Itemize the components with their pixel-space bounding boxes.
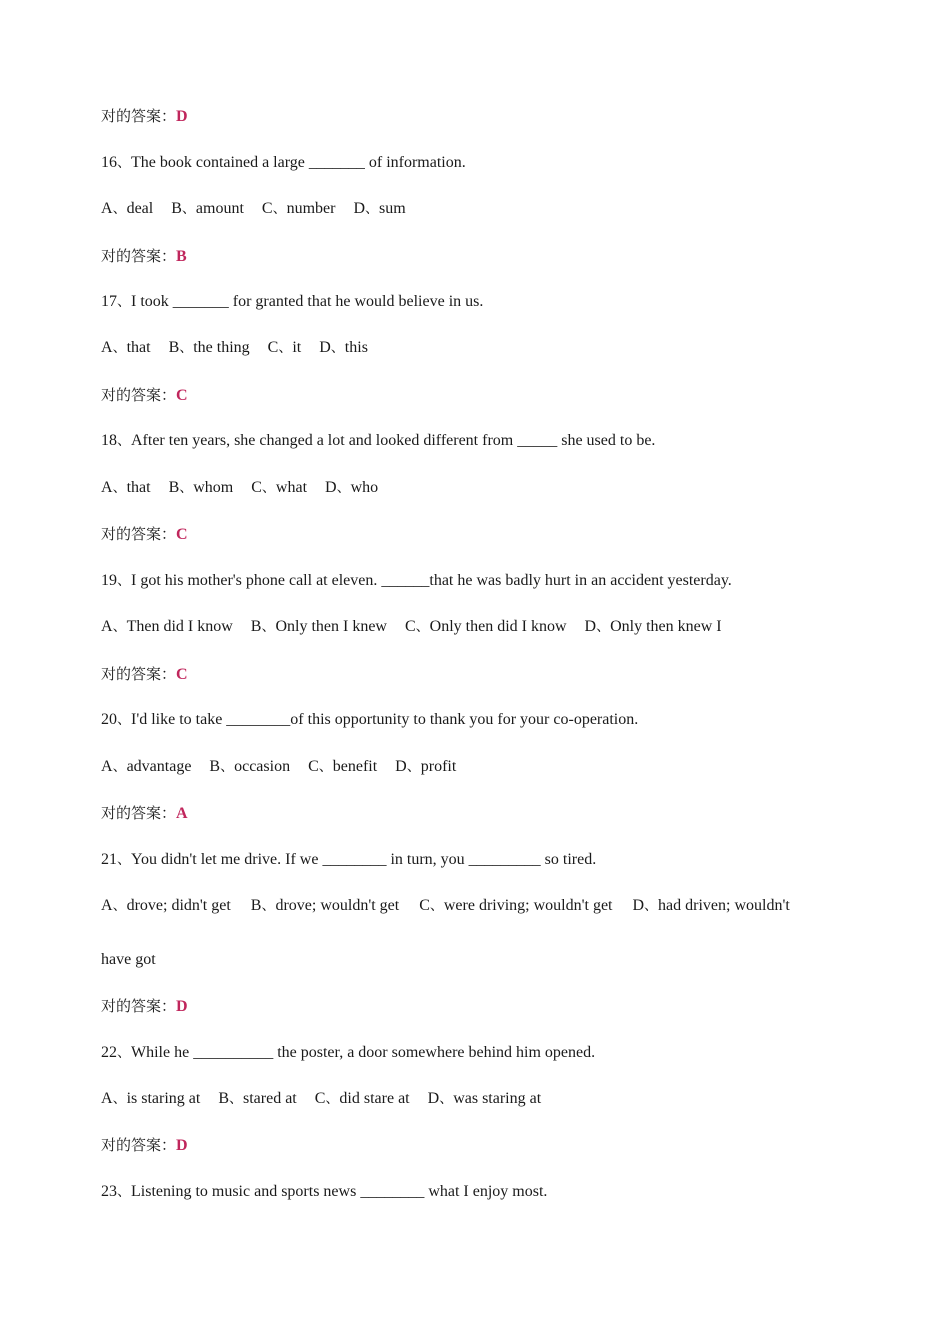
separator: 、 bbox=[112, 1091, 127, 1107]
answer-label: 对的答案： bbox=[101, 1136, 177, 1154]
separator: 、 bbox=[220, 759, 235, 775]
option-d bbox=[428, 1089, 542, 1109]
answer-line bbox=[101, 996, 188, 1017]
separator: 、 bbox=[117, 294, 131, 310]
question-number: 23 bbox=[101, 1183, 117, 1200]
separator: 、 bbox=[117, 852, 131, 868]
option-key: C bbox=[404, 618, 416, 635]
answer-letter: B bbox=[176, 248, 187, 265]
separator: 、 bbox=[117, 433, 131, 449]
option-b bbox=[251, 896, 399, 916]
option-text: was staring at bbox=[453, 1090, 542, 1107]
options-line bbox=[101, 1089, 541, 1109]
question-text: I'd like to take ________of this opportunity to thank you for your co-operation. bbox=[131, 711, 639, 728]
option-c bbox=[262, 199, 336, 219]
option-a bbox=[101, 199, 153, 219]
separator: 、 bbox=[406, 759, 421, 775]
separator: 、 bbox=[278, 340, 293, 356]
options-line bbox=[101, 199, 406, 219]
option-b bbox=[171, 199, 244, 219]
separator: 、 bbox=[181, 201, 196, 217]
option-key: D bbox=[395, 758, 407, 775]
answer-line bbox=[101, 385, 188, 406]
separator: 、 bbox=[439, 1091, 454, 1107]
option-text: that bbox=[126, 479, 151, 496]
separator: 、 bbox=[261, 619, 276, 635]
option-text: the thing bbox=[193, 339, 250, 356]
answer-label: 对的答案： bbox=[101, 997, 177, 1015]
option-c bbox=[405, 617, 567, 637]
option-text: this bbox=[344, 339, 368, 356]
option-text: profit bbox=[420, 758, 457, 775]
options-line bbox=[101, 757, 456, 777]
option-text: drove; wouldn't get bbox=[275, 897, 400, 914]
separator: 、 bbox=[261, 480, 276, 496]
option-text: that bbox=[126, 339, 151, 356]
separator: 、 bbox=[325, 1091, 340, 1107]
option-key: B bbox=[168, 479, 180, 496]
option-b bbox=[169, 338, 250, 358]
answer-label: 对的答案： bbox=[101, 386, 177, 404]
question-text: Listening to music and sports news ________ what I enjoy most. bbox=[131, 1183, 548, 1200]
option-text: whom bbox=[193, 479, 234, 496]
question-line bbox=[101, 1043, 595, 1063]
answer-letter: D bbox=[176, 1137, 188, 1154]
question-number: 16 bbox=[101, 154, 117, 171]
option-text: deal bbox=[126, 200, 154, 217]
option-key: C bbox=[261, 200, 273, 217]
question-number: 19 bbox=[101, 572, 117, 589]
option-a bbox=[101, 478, 151, 498]
option-d bbox=[632, 896, 789, 916]
question-number: 20 bbox=[101, 711, 117, 728]
answer-letter: C bbox=[176, 387, 188, 404]
question-line bbox=[101, 292, 483, 312]
question-number: 21 bbox=[101, 851, 117, 868]
separator: 、 bbox=[336, 480, 351, 496]
separator: 、 bbox=[117, 1184, 131, 1200]
question-text: After ten years, she changed a lot and looked different from _____ she used to be. bbox=[131, 432, 656, 449]
separator: 、 bbox=[429, 898, 444, 914]
option-text: what bbox=[275, 479, 308, 496]
question-line bbox=[101, 850, 596, 870]
option-d bbox=[325, 478, 378, 498]
option-d bbox=[353, 199, 405, 219]
answer-letter: C bbox=[176, 666, 188, 683]
answer-line bbox=[101, 1135, 188, 1156]
options-line bbox=[101, 617, 722, 637]
answer-line bbox=[101, 664, 188, 685]
question-text: While he __________ the poster, a door somewhere behind him opened. bbox=[131, 1044, 596, 1061]
option-key: A bbox=[101, 897, 113, 914]
question-line bbox=[101, 1182, 547, 1202]
separator: 、 bbox=[261, 898, 276, 914]
answer-letter: D bbox=[176, 998, 188, 1015]
option-key: D bbox=[427, 1090, 440, 1107]
option-key: D bbox=[353, 200, 365, 217]
option-key: C bbox=[267, 339, 279, 356]
answer-label: 对的答案： bbox=[101, 107, 177, 125]
option-key: A bbox=[101, 339, 113, 356]
option-c bbox=[315, 1089, 410, 1109]
option-text: who bbox=[350, 479, 379, 496]
options-line bbox=[101, 478, 378, 498]
question-text: You didn't let me drive. If we ________ in turn, you _________ so tired. bbox=[131, 851, 597, 868]
separator: 、 bbox=[179, 340, 194, 356]
answer-label: 对的答案： bbox=[101, 525, 177, 543]
option-b bbox=[169, 478, 234, 498]
answer-line bbox=[101, 246, 187, 267]
question-line bbox=[101, 153, 466, 173]
option-text: it bbox=[292, 339, 302, 356]
option-text: advantage bbox=[126, 758, 192, 775]
option-key: B bbox=[171, 200, 182, 217]
question-number: 17 bbox=[101, 293, 117, 310]
separator: 、 bbox=[415, 619, 430, 635]
question-number: 18 bbox=[101, 432, 117, 449]
option-text: drove; didn't get bbox=[126, 897, 231, 914]
option-b bbox=[218, 1089, 296, 1109]
continuation-text: have got bbox=[101, 951, 156, 968]
option-key: C bbox=[314, 1090, 326, 1107]
separator: 、 bbox=[117, 1045, 131, 1061]
separator: 、 bbox=[179, 480, 194, 496]
option-d bbox=[585, 617, 722, 637]
option-c bbox=[308, 757, 377, 777]
option-key: C bbox=[308, 758, 319, 775]
question-text: The book contained a large _______ of information. bbox=[131, 154, 466, 171]
option-text: did stare at bbox=[339, 1090, 410, 1107]
separator: 、 bbox=[644, 898, 659, 914]
answer-line bbox=[101, 803, 188, 824]
option-c bbox=[419, 896, 612, 916]
question-number: 22 bbox=[101, 1044, 117, 1061]
options-line bbox=[101, 338, 368, 358]
option-a bbox=[101, 338, 151, 358]
answer-label: 对的答案： bbox=[101, 247, 177, 265]
separator: 、 bbox=[112, 480, 127, 496]
option-key: A bbox=[101, 758, 113, 775]
option-c bbox=[251, 478, 307, 498]
answer-line bbox=[101, 524, 188, 545]
option-text: Only then I knew bbox=[275, 618, 387, 635]
answer-letter: C bbox=[176, 526, 188, 543]
option-key: B bbox=[250, 897, 262, 914]
option-a bbox=[101, 896, 231, 916]
option-b bbox=[209, 757, 290, 777]
option-c bbox=[268, 338, 302, 358]
answer-letter: A bbox=[176, 805, 188, 822]
answer-label: 对的答案： bbox=[101, 804, 177, 822]
option-text: Then did I know bbox=[126, 618, 233, 635]
option-key: D bbox=[632, 897, 645, 914]
separator: 、 bbox=[117, 155, 131, 171]
option-text: benefit bbox=[332, 758, 378, 775]
option-a bbox=[101, 617, 233, 637]
question-text: I got his mother's phone call at eleven. ______that he was badly hurt in an accident yesterday. bbox=[131, 572, 732, 589]
separator: 、 bbox=[229, 1091, 243, 1107]
option-key: A bbox=[101, 1090, 113, 1107]
separator: 、 bbox=[112, 619, 127, 635]
separator: 、 bbox=[117, 573, 131, 589]
answer-letter: D bbox=[176, 108, 188, 125]
separator: 、 bbox=[112, 201, 127, 217]
option-key: D bbox=[319, 339, 331, 356]
option-key: D bbox=[325, 479, 337, 496]
option-text: were driving; wouldn't get bbox=[443, 897, 613, 914]
option-text: occasion bbox=[234, 758, 291, 775]
question-line bbox=[101, 431, 655, 451]
option-text: Only then did I know bbox=[429, 618, 567, 635]
separator: 、 bbox=[112, 340, 127, 356]
answer-line bbox=[101, 106, 188, 127]
option-text: had driven; wouldn't bbox=[658, 897, 790, 914]
option-d bbox=[395, 757, 456, 777]
option-text: number bbox=[286, 200, 336, 217]
option-key: B bbox=[209, 758, 221, 775]
option-key: A bbox=[101, 200, 113, 217]
option-a bbox=[101, 757, 191, 777]
separator: 、 bbox=[318, 759, 333, 775]
question-line bbox=[101, 710, 638, 730]
separator: 、 bbox=[596, 619, 611, 635]
option-d bbox=[319, 338, 368, 358]
option-key: A bbox=[101, 479, 113, 496]
separator: 、 bbox=[112, 898, 127, 914]
option-key: C bbox=[251, 479, 262, 496]
option-text: is staring at bbox=[126, 1090, 201, 1107]
option-text: sum bbox=[379, 200, 406, 217]
option-b bbox=[251, 617, 387, 637]
option-key: B bbox=[250, 618, 262, 635]
option-key: B bbox=[168, 339, 180, 356]
answer-label: 对的答案： bbox=[101, 665, 177, 683]
separator: 、 bbox=[112, 759, 127, 775]
option-key: B bbox=[218, 1090, 229, 1107]
separator: 、 bbox=[117, 712, 131, 728]
option-text: amount bbox=[195, 200, 244, 217]
separator: 、 bbox=[365, 201, 379, 217]
option-key: D bbox=[584, 618, 597, 635]
question-text: I took _______ for granted that he would believe in us. bbox=[131, 293, 484, 310]
option-text: stared at bbox=[243, 1090, 297, 1107]
option-key: A bbox=[101, 618, 113, 635]
options-line bbox=[101, 896, 810, 916]
separator: 、 bbox=[330, 340, 345, 356]
option-text: Only then knew I bbox=[610, 618, 722, 635]
option-key: C bbox=[419, 897, 430, 914]
option-a bbox=[101, 1089, 200, 1109]
separator: 、 bbox=[272, 201, 287, 217]
question-line bbox=[101, 571, 732, 591]
